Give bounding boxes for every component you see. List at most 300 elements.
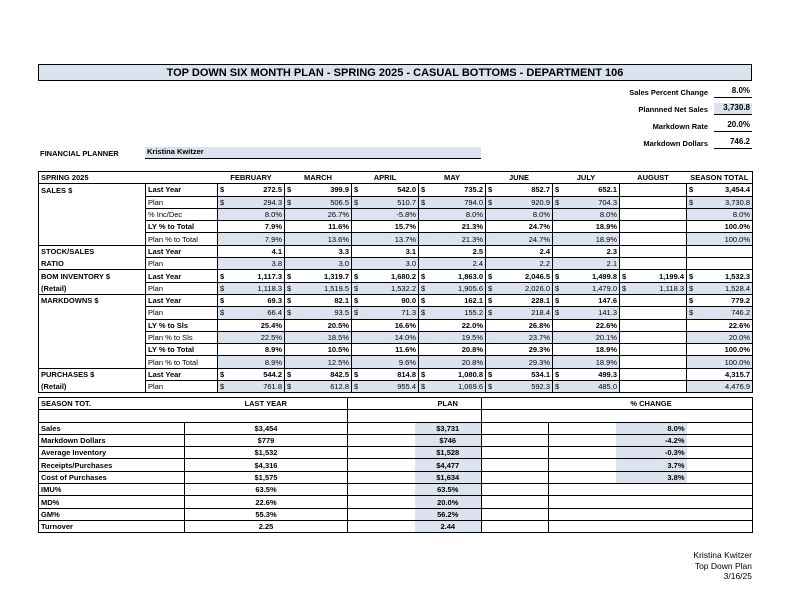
month-cell	[553, 270, 620, 282]
month-cell[interactable]	[285, 282, 352, 294]
spacer-cell	[687, 496, 753, 508]
season-label: SPRING 2025	[39, 172, 146, 184]
cell-value: 1,199.4	[658, 271, 684, 281]
month-cell[interactable]	[419, 282, 486, 294]
cell-value: 11.6%	[395, 345, 416, 355]
month-header: MARCH	[285, 172, 352, 184]
plan-value[interactable]: $3,731	[415, 422, 482, 434]
month-cell	[218, 368, 285, 380]
cell-value: 8.0%	[532, 210, 550, 220]
month-cell	[620, 319, 687, 331]
table-row	[39, 208, 753, 220]
change-value: 3.7%	[616, 459, 687, 471]
spacer-cell	[687, 422, 753, 434]
cell-value: 24.7%	[528, 234, 550, 244]
season-total-row	[39, 484, 753, 496]
dollar-sign: $	[287, 197, 292, 207]
month-cell	[352, 319, 419, 331]
season-total-row	[39, 434, 753, 446]
summary-value[interactable]: 8.0%	[714, 86, 752, 98]
cell-value: 2.1	[606, 259, 617, 269]
season-total-cell	[687, 245, 753, 257]
cell-value: 228.1	[531, 296, 550, 306]
dollar-sign: $	[287, 185, 292, 195]
row-category: STOCK/SALES	[39, 245, 146, 257]
last-year-header: LAST YEAR	[185, 398, 348, 410]
row-type: Last Year	[146, 294, 218, 306]
change-value	[616, 484, 687, 496]
spacer-cell	[549, 459, 616, 471]
cell-value: 499.3	[598, 369, 617, 379]
row-type: LY % to Total	[146, 221, 218, 233]
cell-value: 3.1	[405, 246, 416, 256]
month-cell[interactable]	[553, 208, 620, 220]
spacer-cell	[687, 471, 753, 483]
month-cell[interactable]	[486, 331, 553, 343]
plan-value[interactable]: 56.2%	[415, 508, 482, 520]
dollar-sign: $	[555, 271, 560, 281]
row-category: MARKDOWNS $	[39, 294, 146, 306]
month-cell[interactable]	[352, 208, 419, 220]
spacer-cell	[482, 508, 549, 520]
change-value	[616, 520, 687, 532]
cell-value: 18.9%	[595, 345, 617, 355]
month-cell[interactable]	[419, 381, 486, 393]
cell-value: 22.5%	[260, 333, 282, 342]
row-category: BOM INVENTORY $	[39, 270, 146, 282]
cell-value: 26.7%	[327, 210, 349, 220]
spacer-cell	[687, 447, 753, 459]
table-row	[39, 368, 753, 380]
month-header: JUNE	[486, 172, 553, 184]
dollar-sign: $	[555, 369, 560, 379]
row-category: (Retail)	[39, 282, 146, 294]
cell-value: 4.1	[271, 246, 282, 256]
month-cell[interactable]	[486, 282, 553, 294]
cell-value: 1,117.3	[257, 271, 282, 281]
table-row	[39, 221, 753, 233]
last-year-value: 2.25	[185, 520, 348, 532]
spacer-cell	[549, 398, 616, 410]
month-cell	[486, 368, 553, 380]
month-cell	[553, 245, 620, 257]
season-total-cell	[687, 208, 753, 220]
month-cell[interactable]	[553, 196, 620, 208]
cell-value: 1,499.8	[591, 271, 617, 281]
month-cell[interactable]	[352, 258, 419, 270]
spacer-cell	[348, 508, 415, 520]
month-cell[interactable]	[419, 331, 486, 343]
season-total-cell	[687, 368, 753, 380]
dollar-sign: $	[689, 271, 694, 281]
cell-value: 2,046.5	[524, 271, 550, 281]
cell-value: 22.6%	[728, 320, 750, 330]
row-type: Last Year	[146, 270, 218, 282]
dollar-sign: $	[689, 197, 694, 207]
last-year-value: $4,316	[185, 459, 348, 471]
cell-value: 3,454.4	[724, 185, 750, 195]
cell-value: 3.0	[338, 259, 349, 269]
dollar-sign: $	[421, 369, 426, 379]
dollar-sign: $	[421, 296, 426, 306]
month-cell	[352, 270, 419, 282]
metric-label: Average Inventory	[39, 447, 185, 459]
dollar-sign: $	[354, 283, 359, 293]
dollar-sign: $	[354, 382, 359, 392]
month-header: FEBRUARY	[218, 172, 285, 184]
spacer-cell	[549, 410, 616, 422]
row-category	[39, 196, 146, 208]
month-cell[interactable]	[553, 331, 620, 343]
spacer-cell	[549, 520, 616, 532]
row-type: Plan % to Total	[146, 233, 218, 245]
month-cell[interactable]	[486, 208, 553, 220]
cell-value: 294.3	[263, 197, 282, 207]
cell-value: 18.9%	[595, 357, 617, 367]
cell-value: 29.3%	[528, 357, 550, 367]
dollar-sign: $	[220, 308, 225, 318]
season-total-cell	[687, 331, 753, 343]
cell-value: 71.3	[401, 308, 416, 318]
dollar-sign: $	[354, 369, 359, 379]
metric-label: IMU%	[39, 484, 185, 496]
page-title: TOP DOWN SIX MONTH PLAN - SPRING 2025 - CASUAL BOTTOMS - DEPARTMENT 106	[38, 64, 752, 81]
dollar-sign: $	[622, 283, 627, 293]
cell-value: 12.5%	[327, 357, 349, 367]
cell-value: 11.6%	[328, 222, 349, 232]
season-total-row	[39, 508, 753, 520]
month-cell	[285, 294, 352, 306]
summary-value[interactable]: 3,730.8	[714, 103, 752, 115]
dollar-sign: $	[287, 369, 292, 379]
row-category	[39, 221, 146, 233]
spacer-cell	[348, 434, 415, 446]
row-category	[39, 344, 146, 356]
month-cell	[620, 356, 687, 368]
plan-value[interactable]: $746	[415, 434, 482, 446]
footer	[693, 550, 752, 582]
month-cell[interactable]	[352, 381, 419, 393]
season-total-row	[39, 471, 753, 483]
spacer-cell	[687, 434, 753, 446]
month-cell[interactable]	[419, 208, 486, 220]
season-total-table	[38, 397, 753, 533]
month-cell	[218, 245, 285, 257]
season-total-cell	[687, 294, 753, 306]
month-cell[interactable]	[553, 307, 620, 319]
month-header: AUGUST	[620, 172, 687, 184]
month-cell[interactable]	[486, 356, 553, 368]
cell-value: 2.5	[472, 246, 483, 256]
plan-value[interactable]: $1,634	[415, 471, 482, 483]
cell-value: 1,118.3	[257, 283, 282, 293]
month-header: JULY	[553, 172, 620, 184]
month-cell[interactable]	[285, 381, 352, 393]
dollar-sign: $	[220, 197, 225, 207]
month-cell[interactable]	[352, 356, 419, 368]
month-cell[interactable]	[218, 196, 285, 208]
month-cell[interactable]	[352, 282, 419, 294]
spacer-cell	[549, 508, 616, 520]
dollar-sign: $	[555, 197, 560, 207]
cell-value: 1,118.3	[659, 283, 684, 293]
row-type: LY % to Sls	[146, 319, 218, 331]
month-cell	[352, 184, 419, 196]
cell-value: 542.0	[397, 185, 416, 195]
month-cell	[553, 319, 620, 331]
spacer-cell	[348, 496, 415, 508]
month-cell[interactable]	[620, 282, 687, 294]
month-cell	[352, 368, 419, 380]
dollar-sign: $	[287, 382, 292, 392]
month-cell	[553, 294, 620, 306]
month-cell[interactable]	[285, 258, 352, 270]
season-total-cell	[687, 184, 753, 196]
spacer-cell	[482, 422, 549, 434]
row-category: (Retail)	[39, 381, 146, 393]
row-type: Plan	[146, 307, 218, 319]
cell-value: 3.3	[338, 246, 349, 256]
cell-value: 814.8	[397, 369, 416, 379]
dollar-sign: $	[421, 283, 426, 293]
cell-value: 3,730.8	[724, 197, 750, 207]
row-category: SALES $	[39, 184, 146, 196]
cell-value: 4,315.7	[724, 369, 750, 379]
cell-value: 21.3%	[461, 222, 483, 232]
season-total-cell	[687, 282, 753, 294]
spacer-cell	[482, 447, 549, 459]
summary-value[interactable]: 20.0%	[714, 120, 752, 132]
cell-value: 93.5	[334, 308, 349, 318]
month-cell[interactable]	[419, 196, 486, 208]
table-row	[39, 381, 753, 393]
spacer-cell	[348, 410, 415, 422]
dollar-sign: $	[287, 296, 292, 306]
month-cell[interactable]	[486, 258, 553, 270]
month-cell[interactable]	[285, 307, 352, 319]
plan-value[interactable]: $1,528	[415, 447, 482, 459]
spacer-cell	[348, 447, 415, 459]
month-cell[interactable]	[553, 258, 620, 270]
metric-label: Turnover	[39, 520, 185, 532]
spacer-cell	[482, 459, 549, 471]
month-cell	[486, 270, 553, 282]
month-cell[interactable]	[419, 307, 486, 319]
spacer-cell	[549, 447, 616, 459]
month-cell[interactable]	[419, 258, 486, 270]
season-total-cell	[687, 233, 753, 245]
month-cell[interactable]	[553, 233, 620, 245]
row-category	[39, 356, 146, 368]
metric-label: Sales	[39, 422, 185, 434]
month-cell	[620, 208, 687, 220]
month-cell[interactable]	[486, 233, 553, 245]
spacer-cell	[687, 484, 753, 496]
month-cell[interactable]	[352, 196, 419, 208]
month-cell[interactable]	[285, 196, 352, 208]
row-category	[39, 331, 146, 343]
month-cell[interactable]	[486, 381, 553, 393]
row-category	[39, 319, 146, 331]
cell-value: 66.4	[267, 308, 282, 318]
metric-label: Markdown Dollars	[39, 434, 185, 446]
month-cell[interactable]	[486, 307, 553, 319]
spacer-cell	[549, 496, 616, 508]
table-row	[39, 233, 753, 245]
cell-value: 18.9%	[595, 234, 617, 244]
row-type: LY % to Total	[146, 344, 218, 356]
dollar-sign: $	[287, 283, 292, 293]
month-cell[interactable]	[285, 356, 352, 368]
spacer-cell	[482, 520, 549, 532]
spacer-cell	[482, 471, 549, 483]
row-type: Plan	[146, 282, 218, 294]
month-cell[interactable]	[285, 233, 352, 245]
summary-value[interactable]: 746.2	[714, 137, 752, 149]
spacer-cell	[348, 422, 415, 434]
month-cell	[419, 344, 486, 356]
cell-value: 1,479.0	[591, 283, 617, 293]
month-cell[interactable]	[352, 331, 419, 343]
cell-value: 2,026.0	[524, 283, 550, 293]
cell-value: 8.9%	[264, 345, 282, 355]
month-cell[interactable]	[352, 233, 419, 245]
cell-value: 18.5%	[327, 333, 349, 342]
summary-label: Sales Percent Change	[629, 88, 708, 97]
financial-planner-name[interactable]: Kristina Kwitzer	[145, 147, 481, 159]
cell-value: 8.0%	[264, 210, 282, 220]
cell-value: 218.4	[531, 308, 550, 318]
table-row	[39, 245, 753, 257]
cell-value: 1,069.6	[457, 382, 483, 392]
cell-value: 794.0	[464, 197, 483, 207]
last-year-value: $1,532	[185, 447, 348, 459]
cell-value: 1,532.3	[724, 271, 750, 281]
plan-value[interactable]: 63.5%	[415, 484, 482, 496]
cell-value: 1,519.5	[323, 283, 349, 293]
month-cell[interactable]	[285, 208, 352, 220]
spacer-cell	[415, 410, 482, 422]
cell-value: 1,532.2	[390, 283, 416, 293]
month-cell	[352, 221, 419, 233]
month-cell[interactable]	[352, 307, 419, 319]
month-cell	[218, 344, 285, 356]
month-cell	[419, 221, 486, 233]
dollar-sign: $	[421, 308, 426, 318]
month-cell	[553, 221, 620, 233]
table-row	[39, 344, 753, 356]
last-year-value: 22.6%	[185, 496, 348, 508]
cell-value: 20.8%	[461, 357, 483, 367]
month-cell[interactable]	[218, 208, 285, 220]
table-row	[39, 331, 753, 343]
plan-value[interactable]: $4,477	[415, 459, 482, 471]
cell-value: 10.5%	[327, 345, 349, 355]
month-cell[interactable]	[218, 307, 285, 319]
cell-value: 7.9%	[264, 222, 282, 232]
month-cell[interactable]	[218, 356, 285, 368]
month-cell[interactable]	[419, 233, 486, 245]
dollar-sign: $	[488, 271, 493, 281]
cell-value: 90.0	[401, 296, 416, 306]
month-cell	[620, 270, 687, 282]
month-cell	[620, 233, 687, 245]
cell-value: 544.2	[263, 369, 282, 379]
month-cell[interactable]	[218, 381, 285, 393]
spacer-cell	[482, 484, 549, 496]
row-category	[39, 307, 146, 319]
row-type: Plan % to Total	[146, 356, 218, 368]
month-cell[interactable]	[218, 233, 285, 245]
cell-value: 485.0	[598, 382, 617, 392]
cell-value: 1,319.7	[323, 271, 349, 281]
spacer-cell	[687, 520, 753, 532]
season-tot-label: SEASON TOT.	[39, 398, 185, 410]
month-cell[interactable]	[218, 331, 285, 343]
header-spacer	[146, 172, 218, 184]
month-cell[interactable]	[553, 381, 620, 393]
last-year-value: 63.5%	[185, 484, 348, 496]
spacer-cell	[616, 410, 687, 422]
cell-value: 2.2	[539, 259, 550, 269]
dollar-sign: $	[555, 308, 560, 318]
financial-planner-label: FINANCIAL PLANNER	[40, 149, 119, 158]
dollar-sign: $	[488, 185, 493, 195]
dollar-sign: $	[220, 185, 225, 195]
cell-value: 779.2	[731, 296, 750, 306]
row-category: PURCHASES $	[39, 368, 146, 380]
table-row	[39, 307, 753, 319]
month-cell	[486, 245, 553, 257]
cell-value: 955.4	[397, 382, 416, 392]
plan-value[interactable]: 2.44	[415, 520, 482, 532]
month-cell[interactable]	[553, 282, 620, 294]
table-row	[39, 356, 753, 368]
month-cell	[553, 184, 620, 196]
cell-value: 16.6%	[394, 320, 416, 330]
row-type: Plan	[146, 381, 218, 393]
dollar-sign: $	[354, 296, 359, 306]
month-cell[interactable]	[218, 282, 285, 294]
table-row	[39, 282, 753, 294]
cell-value: 1,905.6	[457, 283, 483, 293]
month-cell[interactable]	[419, 356, 486, 368]
change-value: -4.2%	[616, 434, 687, 446]
dollar-sign: $	[421, 197, 426, 207]
dollar-sign: $	[488, 197, 493, 207]
month-cell[interactable]	[285, 331, 352, 343]
month-cell	[419, 245, 486, 257]
month-cell[interactable]	[486, 196, 553, 208]
month-cell[interactable]	[218, 258, 285, 270]
dollar-sign: $	[488, 283, 493, 293]
cell-value: 22.6%	[595, 320, 617, 330]
month-cell	[486, 184, 553, 196]
table-row	[39, 184, 753, 196]
dollar-sign: $	[689, 308, 694, 318]
month-cell	[419, 294, 486, 306]
month-cell	[553, 368, 620, 380]
month-cell	[486, 221, 553, 233]
plan-value[interactable]: 20.0%	[415, 496, 482, 508]
month-cell	[620, 258, 687, 270]
summary-label: Markdown Dollars	[643, 139, 708, 148]
cell-value: 18.9%	[595, 222, 617, 232]
month-cell	[620, 368, 687, 380]
summary-label: Markdown Rate	[652, 122, 708, 131]
cell-value: 2.3	[606, 246, 617, 256]
month-cell[interactable]	[553, 356, 620, 368]
